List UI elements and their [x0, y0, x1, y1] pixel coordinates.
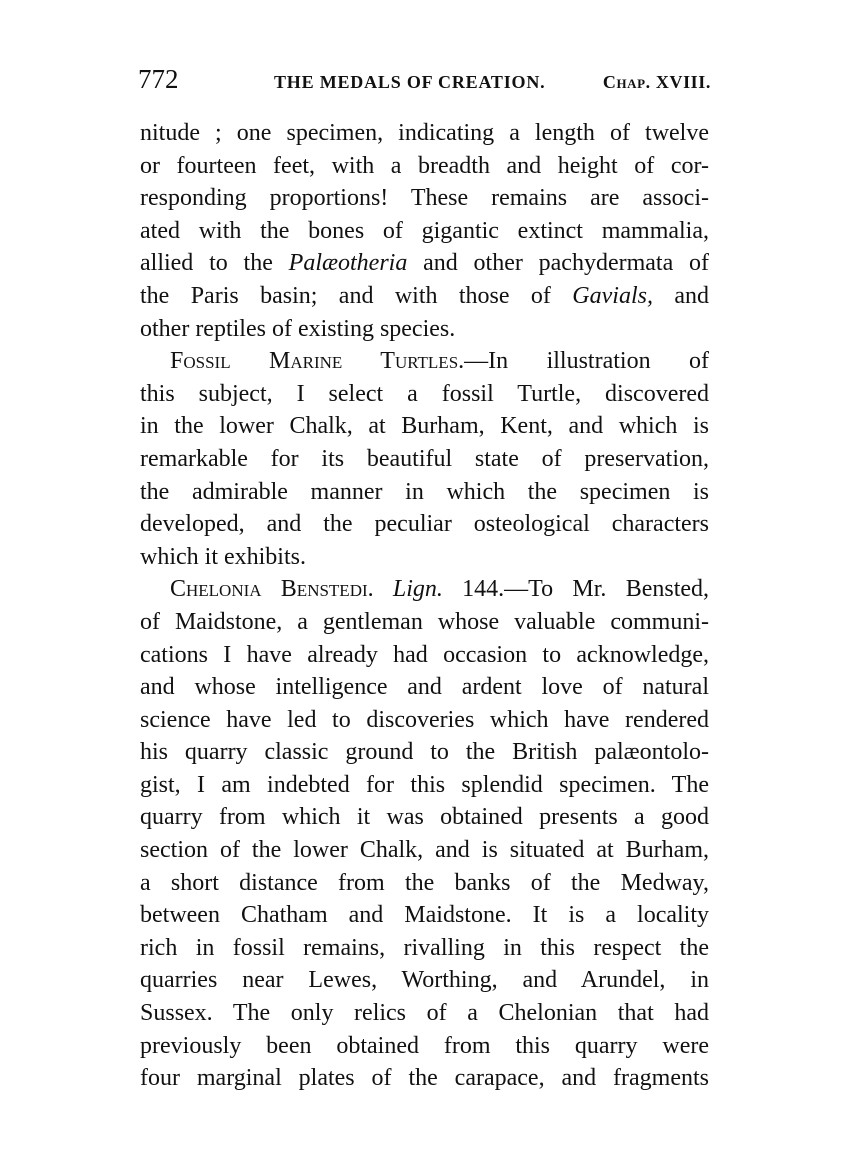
section-heading: Fossil Marine Turtles.	[170, 348, 465, 375]
text-line: remarkable for its beautiful state of preservation,	[140, 445, 709, 472]
text-line: cations I have already had occasion to acknowledge,	[140, 641, 709, 668]
running-title: THE MEDALS OF CREATION.	[274, 72, 546, 92]
text-line: science have led to discoveries which have rendered	[140, 706, 709, 733]
text-line	[140, 573, 709, 606]
line-text: and	[652, 282, 709, 309]
text-line: his quarry classic ground to the British palæontolo-	[140, 739, 709, 766]
line-text: —In illustration of	[464, 348, 709, 375]
text-line: this subject, I select a fossil Turtle, discovered	[140, 380, 709, 407]
line-text: allied to the	[140, 250, 289, 277]
text-line: quarries near Lewes, Worthing, and Arundel, in	[140, 967, 709, 994]
text-line: ated with the bones of gigantic extinct mammalia,	[140, 217, 709, 244]
line-text: 144.—To Mr. Bensted,	[442, 576, 709, 603]
text-line: or fourteen feet, with a breadth and height of cor-	[140, 152, 709, 179]
text-line	[140, 280, 709, 313]
text-line	[140, 247, 709, 280]
text-line: responding proportions! These remains are associ-	[140, 185, 709, 212]
text-line: nitude ; one specimen, indicating a length of twelve	[140, 120, 709, 146]
line-text: the Paris basin; and with those of	[140, 282, 573, 309]
text-line: which it exhibits.	[140, 543, 306, 570]
text-line: section of the lower Chalk, and is situated at Burham,	[140, 837, 709, 864]
text-line: Sussex. The only relics of a Chelonian that had	[140, 1000, 709, 1027]
text-line: quarry from which it was obtained presents a good	[140, 804, 709, 831]
section-heading: Chelonia Benstedi.	[170, 576, 374, 603]
page-number: 772	[138, 64, 179, 94]
text-line: gist, I am indebted for this splendid specimen. The	[140, 771, 709, 798]
line-text: and other pachydermata of	[407, 250, 709, 277]
text-line: previously been obtained from this quarry were	[140, 1032, 709, 1059]
italic-term: Lign.	[373, 576, 443, 603]
text-line: rich in fossil remains, rivalling in this respect the	[140, 934, 709, 961]
italic-term: Gavials,	[572, 282, 653, 309]
text-line	[140, 345, 709, 378]
text-line: a short distance from the banks of the Medway,	[140, 869, 709, 896]
text-line: of Maidstone, a gentleman whose valuable communi-	[140, 608, 709, 635]
body-text	[140, 117, 709, 1095]
text-line: in the lower Chalk, at Burham, Kent, and which is	[140, 413, 709, 440]
running-header	[138, 62, 713, 96]
text-line: other reptiles of existing species.	[140, 315, 456, 342]
text-line: developed, and the peculiar osteological characters	[140, 511, 709, 538]
text-line: four marginal plates of the carapace, and fragments	[140, 1065, 709, 1092]
text-line: the admirable manner in which the specimen is	[140, 478, 709, 505]
chapter-label: Chap. XVIII.	[602, 72, 711, 92]
text-line: and whose intelligence and ardent love of natural	[140, 674, 709, 701]
italic-term: Palæotheria	[288, 250, 408, 277]
text-line: between Chatham and Maidstone. It is a locality	[140, 902, 709, 929]
